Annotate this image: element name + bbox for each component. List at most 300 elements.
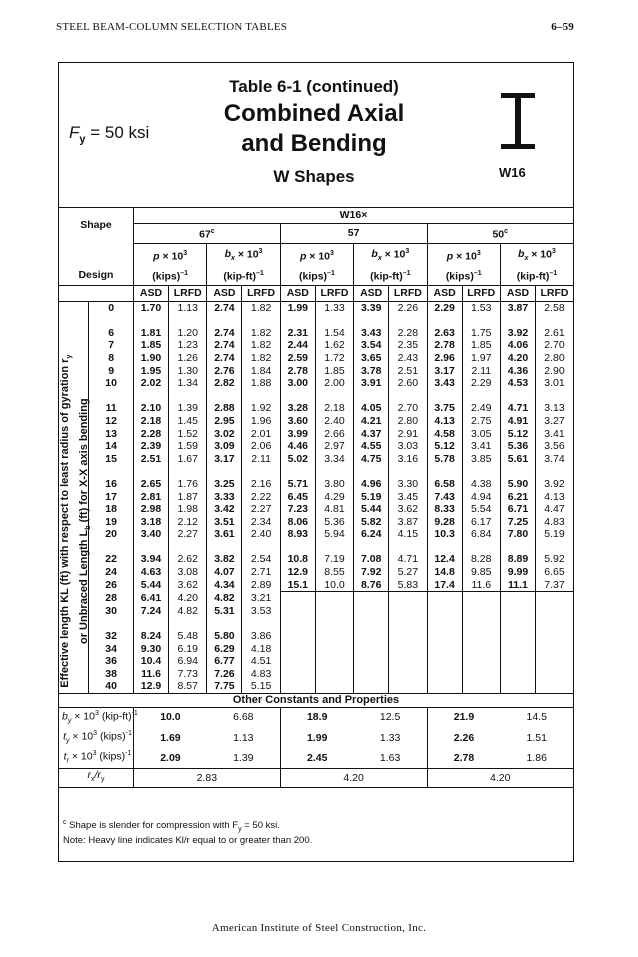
cell-value: 1.45 [169, 415, 207, 428]
cell-value: 2.90 [536, 365, 573, 378]
cell-value: 5.83 [389, 579, 427, 592]
unit-5: $(kip-ft)^{-1}$ [500, 266, 573, 285]
cell-value: 1.84 [242, 365, 280, 378]
kl-value: 9 [89, 365, 134, 378]
cell-value: 4.13 [427, 415, 462, 428]
cell-value: 2.29 [462, 377, 500, 390]
table-title-line1: Combined Axial [223, 100, 405, 127]
cell-value: 3.45 [389, 491, 427, 504]
kl-value: 24 [89, 566, 134, 579]
cell-value: 3.53 [242, 605, 280, 618]
kl-value: 16 [89, 478, 134, 491]
cell-value: 2.12 [169, 516, 207, 529]
table-row [59, 630, 573, 643]
cell-value: 7.08 [354, 553, 389, 566]
method-header: ASD [500, 285, 535, 301]
cell-value: 1.75 [462, 327, 500, 340]
cell-value: 11.6 [462, 579, 500, 592]
cell-value: 5.02 [280, 453, 315, 466]
cell-value: 3.62 [389, 503, 427, 516]
cell-value: 4.82 [169, 605, 207, 618]
cell-value [536, 605, 573, 618]
cell-value: 2.34 [242, 516, 280, 529]
kl-value: 40 [89, 680, 134, 693]
cell-value: 3.42 [207, 503, 242, 516]
cell-value [500, 643, 535, 656]
cell-value [280, 592, 315, 605]
cell-value: 8.76 [354, 579, 389, 592]
cell-value: 3.41 [536, 428, 573, 441]
constant-value: 1.39 [233, 751, 254, 764]
cell-value [280, 643, 315, 656]
cell-value: 3.39 [354, 301, 389, 314]
cell-value: 2.78 [280, 365, 315, 378]
cell-value: 2.70 [389, 402, 427, 415]
cell-value: 1.72 [315, 352, 353, 365]
cell-value: 3.51 [207, 516, 242, 529]
cell-value: 6.45 [280, 491, 315, 504]
cell-value: 1.96 [242, 415, 280, 428]
cell-value [315, 605, 353, 618]
cell-value [536, 592, 573, 605]
cell-value: 3.92 [500, 327, 535, 340]
cell-value: 2.11 [242, 453, 280, 466]
table-row [59, 440, 573, 453]
cell-value: 3.28 [280, 402, 315, 415]
table-subtitle: W Shapes [273, 167, 355, 186]
ratio-row [59, 769, 573, 788]
cell-value: 4.37 [354, 428, 389, 441]
cell-value: 5.94 [315, 528, 353, 541]
cell-value: 2.43 [389, 352, 427, 365]
kl-value: 17 [89, 491, 134, 504]
cell-value: 4.21 [354, 415, 389, 428]
cell-value [500, 592, 535, 605]
cell-value: 3.74 [536, 453, 573, 466]
constant-value: 2.26 [427, 728, 500, 748]
cell-value: 3.62 [169, 579, 207, 592]
cell-value [354, 668, 389, 681]
kl-value: 28 [89, 592, 134, 605]
footnote-c: $^c$ Shape is slender for compression with $F_y = 50$ ksi. [63, 819, 280, 834]
running-head [56, 21, 574, 35]
cell-value [315, 643, 353, 656]
cell-value: 2.54 [242, 553, 280, 566]
selection-table [59, 208, 573, 788]
cell-value: 1.39 [169, 402, 207, 415]
cell-value: 2.74 [207, 301, 242, 314]
cell-value: 5.15 [242, 680, 280, 693]
unit-4: (kips)$^{-1}$ [427, 266, 500, 285]
cell-value: 2.59 [280, 352, 315, 365]
kl-value: 6 [89, 327, 134, 340]
cell-value: 3.17 [207, 453, 242, 466]
fy-symbol: F [69, 123, 80, 142]
cell-value: 3.01 [536, 377, 573, 390]
cell-value: 2.74 [207, 339, 242, 352]
row-gap [59, 314, 573, 327]
cell-value [315, 592, 353, 605]
cell-value [315, 655, 353, 668]
constant-row [59, 707, 573, 728]
cell-value: 3.43 [427, 377, 462, 390]
cell-value: 4.91 [500, 415, 535, 428]
table-row [59, 415, 573, 428]
cell-value [500, 668, 535, 681]
kl-value: 19 [89, 516, 134, 529]
cell-value: 3.09 [207, 440, 242, 453]
cell-value: 4.94 [462, 491, 500, 504]
cell-value: 2.66 [315, 428, 353, 441]
cell-value [462, 680, 500, 693]
cell-value: 3.13 [536, 402, 573, 415]
cell-value [427, 680, 462, 693]
cell-value: 2.63 [427, 327, 462, 340]
cell-value: 1.20 [169, 327, 207, 340]
kl-value: 26 [89, 579, 134, 592]
row-gap [59, 617, 573, 630]
title-block [179, 77, 449, 187]
cell-value: 3.87 [500, 301, 535, 314]
constant-row [59, 728, 573, 748]
cell-value: 1.26 [169, 352, 207, 365]
kl-value: 34 [89, 643, 134, 656]
ratio-value: 4.20 [280, 769, 427, 788]
cell-value: 1.82 [242, 301, 280, 314]
cell-value: 12.4 [427, 553, 462, 566]
cell-value: 5.71 [280, 478, 315, 491]
method-header: LRFD [315, 285, 353, 301]
kl-value: 15 [89, 453, 134, 466]
cell-value [354, 630, 389, 643]
cell-value [536, 680, 573, 693]
cell-value: 3.43 [354, 327, 389, 340]
cell-value: 1.85 [462, 339, 500, 352]
cell-value: 2.49 [462, 402, 500, 415]
table-row [59, 491, 573, 504]
cell-value: 1.70 [133, 301, 168, 314]
cell-value: 2.06 [242, 440, 280, 453]
cell-value: 2.11 [462, 365, 500, 378]
cell-value: 1.85 [315, 365, 353, 378]
constant-label: $t_r \times 10^3$ (kips)$^{-1}$ [63, 749, 132, 765]
cell-value: 2.60 [389, 377, 427, 390]
table-title-line2: and Bending [241, 130, 387, 157]
cell-value: 8.28 [462, 553, 500, 566]
weight-57: 57 [280, 224, 427, 244]
method-header: LRFD [536, 285, 573, 301]
cell-value: 3.75 [427, 402, 462, 415]
cell-value: 6.21 [500, 491, 535, 504]
cell-value: 4.34 [207, 579, 242, 592]
constant-value: 1.33 [379, 731, 401, 744]
cell-value: 5.48 [169, 630, 207, 643]
cell-value: 3.30 [389, 478, 427, 491]
cell-value: 2.18 [315, 402, 353, 415]
cell-value: 5.90 [500, 478, 535, 491]
cell-value: 4.05 [354, 402, 389, 415]
method-header: LRFD [169, 285, 207, 301]
cell-value: 5.78 [427, 453, 462, 466]
cell-value: 8.55 [315, 566, 353, 579]
cell-value [280, 668, 315, 681]
cell-value: 1.95 [133, 365, 168, 378]
cell-value [315, 680, 353, 693]
weight-50: 50$^c$ [427, 224, 573, 244]
cell-value: 1.92 [242, 402, 280, 415]
kl-value: 8 [89, 352, 134, 365]
col-head-bx-57: $b_x \times 10^3$ [354, 243, 427, 266]
cell-value: 5.80 [207, 630, 242, 643]
ratio-value: 2.83 [133, 769, 280, 788]
constant-value: 2.09 [133, 748, 206, 769]
cell-value: 14.8 [427, 566, 462, 579]
cell-value: 2.65 [133, 478, 168, 491]
cell-value: 2.95 [207, 415, 242, 428]
table-row [59, 579, 573, 592]
cell-value: 6.84 [462, 528, 500, 541]
cell-value: 15.1 [280, 579, 315, 592]
cell-value [389, 592, 427, 605]
table-row [59, 668, 573, 681]
cell-value: 5.44 [354, 503, 389, 516]
cell-value: 3.80 [315, 478, 353, 491]
cell-value [354, 605, 389, 618]
cell-value: 3.56 [536, 440, 573, 453]
method-header: ASD [133, 285, 168, 301]
unit-3: $(kip-ft)^{-1}$ [354, 266, 427, 285]
cell-value: 6.77 [207, 655, 242, 668]
cell-value [462, 643, 500, 656]
kl-value: 10 [89, 377, 134, 390]
cell-value: 4.82 [207, 592, 242, 605]
cell-value: 2.58 [536, 301, 573, 314]
cell-value: 7.92 [354, 566, 389, 579]
cell-value: 1.82 [242, 352, 280, 365]
cell-value: 2.71 [242, 566, 280, 579]
cell-value: 2.51 [389, 365, 427, 378]
cell-value: 7.24 [133, 605, 168, 618]
table-row [59, 655, 573, 668]
cell-value [389, 680, 427, 693]
table-row [59, 605, 573, 618]
shape-header: Shape [80, 219, 112, 231]
cell-value: 7.75 [207, 680, 242, 693]
yield-strength-label [69, 123, 149, 145]
cell-value: 2.62 [169, 553, 207, 566]
table-row [59, 553, 573, 566]
cell-value [280, 605, 315, 618]
cell-value: 2.97 [315, 440, 353, 453]
cell-value: 5.19 [354, 491, 389, 504]
cell-value: 2.00 [315, 377, 353, 390]
constant-value: 21.9 [427, 707, 500, 728]
constant-value: 2.45 [280, 748, 353, 769]
cell-value: 4.46 [280, 440, 315, 453]
cell-value: 3.34 [315, 453, 353, 466]
cell-value [427, 668, 462, 681]
cell-value: 1.62 [315, 339, 353, 352]
col-head-p-67: $p \times 10^3$ [133, 243, 206, 266]
cell-value: 3.92 [536, 478, 573, 491]
cell-value: 3.05 [462, 428, 500, 441]
cell-value: 3.00 [280, 377, 315, 390]
cell-value: 2.27 [169, 528, 207, 541]
cell-value: 2.28 [389, 327, 427, 340]
ratio-label: $r_x/r_y$ [59, 769, 133, 788]
cell-value: 2.27 [242, 503, 280, 516]
kl-value: 38 [89, 668, 134, 681]
cell-value: 4.75 [354, 453, 389, 466]
cell-value [536, 668, 573, 681]
page-number: 6–59 [551, 21, 574, 33]
cell-value: 3.94 [133, 553, 168, 566]
cell-value: 8.57 [169, 680, 207, 693]
method-header: ASD [207, 285, 242, 301]
cell-value [536, 643, 573, 656]
constant-value: 1.13 [233, 731, 254, 744]
constant-value: 1.51 [526, 731, 547, 744]
other-constants-title: Other Constants and Properties [59, 694, 573, 708]
cell-value: 5.92 [536, 553, 573, 566]
cell-value: 2.82 [207, 377, 242, 390]
cell-value: 2.18 [133, 415, 168, 428]
cell-value: 2.35 [389, 339, 427, 352]
cell-value: 1.54 [315, 327, 353, 340]
cell-value: 2.44 [280, 339, 315, 352]
cell-value: 2.10 [133, 402, 168, 415]
cell-value: 9.30 [133, 643, 168, 656]
cell-value: 5.44 [133, 579, 168, 592]
cell-value: 8.33 [427, 503, 462, 516]
cell-value: 2.22 [242, 491, 280, 504]
constant-value: 18.9 [280, 707, 353, 728]
cell-value: 8.24 [133, 630, 168, 643]
cell-value [389, 655, 427, 668]
running-head-title: STEEL BEAM-COLUMN SELECTION TABLES [56, 21, 288, 33]
cell-value: 4.53 [500, 377, 535, 390]
cell-value: 10.0 [315, 579, 353, 592]
method-header: LRFD [389, 285, 427, 301]
ratio-value: 4.20 [427, 769, 573, 788]
cell-value: 5.82 [354, 516, 389, 529]
cell-value: 4.58 [427, 428, 462, 441]
cell-value: 17.4 [427, 579, 462, 592]
cell-value: 3.91 [354, 377, 389, 390]
method-header: ASD [427, 285, 462, 301]
kl-value: 0 [89, 301, 134, 314]
cell-value [389, 605, 427, 618]
cell-value: 1.90 [133, 352, 168, 365]
cell-value [315, 630, 353, 643]
cell-value: 2.91 [389, 428, 427, 441]
cell-value: 6.19 [169, 643, 207, 656]
cell-value: 7.80 [500, 528, 535, 541]
cell-value: 11.6 [133, 668, 168, 681]
table-row [59, 566, 573, 579]
cell-value: 4.13 [536, 491, 573, 504]
constant-label: $t_y \times 10^3$ (kips)$^{-1}$ [63, 729, 132, 745]
cell-value: 4.63 [133, 566, 168, 579]
axis-label: Effective length KL (ft) with respect to least radius of gyration $r_y$ or Unbraced Length $L_b$ (ft) for X-X axis bending [58, 354, 93, 688]
cell-value: 3.33 [207, 491, 242, 504]
cell-value: 11.1 [500, 579, 535, 592]
cell-value: 6.58 [427, 478, 462, 491]
cell-value: 1.82 [242, 327, 280, 340]
cell-value [354, 643, 389, 656]
cell-value: 1.53 [462, 301, 500, 314]
cell-value: 10.3 [427, 528, 462, 541]
cell-value [500, 655, 535, 668]
cell-value: 1.99 [280, 301, 315, 314]
cell-value: 2.81 [133, 491, 168, 504]
method-header: LRFD [462, 285, 500, 301]
col-head-bx-50: $b_x \times 10^3$ [500, 243, 573, 266]
cell-value: 2.28 [133, 428, 168, 441]
group-header: W16× [133, 208, 573, 224]
cell-value: 12.9 [280, 566, 315, 579]
constant-value: 1.63 [379, 751, 401, 764]
cell-value: 3.86 [242, 630, 280, 643]
cell-value: 9.99 [500, 566, 535, 579]
cell-value [427, 643, 462, 656]
cell-value: 1.82 [242, 339, 280, 352]
cell-value: 7.43 [427, 491, 462, 504]
cell-value: 2.01 [242, 428, 280, 441]
cell-value: 4.06 [500, 339, 535, 352]
cell-value: 3.41 [462, 440, 500, 453]
cell-value: 2.31 [280, 327, 315, 340]
cell-value: 10.4 [133, 655, 168, 668]
design-header: Design [59, 266, 133, 285]
table-row [59, 365, 573, 378]
cell-value: 7.26 [207, 668, 242, 681]
cell-value: 6.29 [207, 643, 242, 656]
table-row [59, 327, 573, 340]
cell-value: 3.82 [207, 553, 242, 566]
cell-value: 2.80 [389, 415, 427, 428]
cell-value: 4.55 [354, 440, 389, 453]
cell-value: 5.27 [389, 566, 427, 579]
row-gap [59, 465, 573, 478]
col-head-p-57: $p \times 10^3$ [280, 243, 353, 266]
kl-value: 22 [89, 553, 134, 566]
cell-value [500, 605, 535, 618]
cell-value [354, 592, 389, 605]
method-header: ASD [280, 285, 315, 301]
cell-value [462, 605, 500, 618]
cell-value: 3.08 [169, 566, 207, 579]
cell-value: 2.70 [536, 339, 573, 352]
method-spacer [59, 285, 133, 301]
cell-value: 2.40 [315, 415, 353, 428]
table-number: Table 6-1 (continued) [229, 77, 399, 96]
kl-value: 14 [89, 440, 134, 453]
table-row [59, 643, 573, 656]
cell-value: 2.74 [207, 352, 242, 365]
constant-value: 6.68 [233, 711, 254, 724]
cell-value: 1.30 [169, 365, 207, 378]
cell-value: 7.37 [536, 579, 573, 592]
cell-value: 3.65 [354, 352, 389, 365]
cell-value: 6.24 [354, 528, 389, 541]
cell-value: 2.29 [427, 301, 462, 314]
fy-sub: y [79, 133, 86, 146]
cell-value: 1.33 [315, 301, 353, 314]
table-row [59, 453, 573, 466]
cell-value: 4.81 [315, 503, 353, 516]
cell-value: 4.51 [242, 655, 280, 668]
